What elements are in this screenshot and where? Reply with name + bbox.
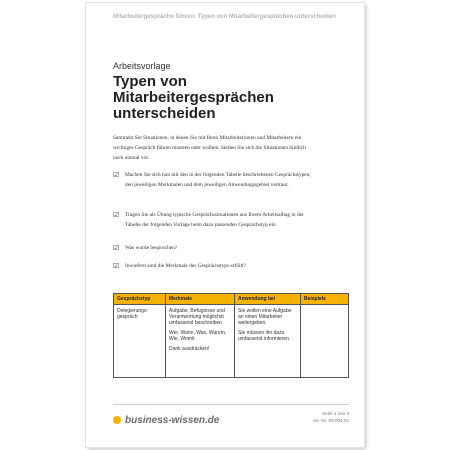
brand-logo <box>113 415 219 426</box>
cell-type: Delegierungs-gespräch <box>114 305 166 378</box>
column-header: Merkmale <box>166 294 235 305</box>
merkmal-text: Wer, Wann, Was, Warum, Wie, Womit <box>169 330 227 342</box>
merkmal-text: Dank ausdrücken! <box>169 346 210 352</box>
article-number: Art.-Nr. 09.004.01 <box>312 418 349 423</box>
task-text: Tragen Sie als Übung typische Gesprächssituationen aus Ihrem Arbeitsalltag in die Tabelle der folgenden Vorlage beim dazu passenden Gesprächstyp ein. <box>125 212 304 228</box>
task-text: Machen Sie sich nun mit den in der folgenden Tabelle beschriebenen Gesprächstypen, den jeweiligen Merkmalen und dem jeweiligen Anwendungsgebiet vertraut. <box>125 172 311 188</box>
document-title: Typen von Mitarbeitergesprächen unterscheiden <box>113 73 274 122</box>
checkbox-icon: ☑ <box>113 211 120 219</box>
checkbox-icon: ☑ <box>113 244 120 252</box>
page-info <box>313 410 349 424</box>
gespraechstypen-table <box>113 293 349 378</box>
logo-dot-icon <box>113 416 121 424</box>
cell-merkmale <box>166 305 235 378</box>
table-row <box>114 305 349 378</box>
intro-paragraph: Sammeln Sie Situationen, in denen Sie mit Ihren Mitarbeiterinnen und Mitarbeitern ein wichtiges Gespräch führen mussten oder wollten. Stellen Sie sich die Situationen bildlich noch einmal vor. <box>113 135 306 161</box>
merkmal-text: Aufgabe, Befugnisse und Verantwortung möglichst umfassend beschreiben <box>169 308 225 326</box>
column-header: Beispiele <box>301 294 349 305</box>
table-header-row <box>114 294 349 305</box>
task-item <box>113 243 177 253</box>
anwendung-text: Sie müssen ihn dazu umfassend informieren. <box>238 330 291 342</box>
document-kicker: Arbeitsvorlage <box>113 61 171 71</box>
cell-anwendung <box>235 305 301 378</box>
page-number: Seite 1 von 3 <box>322 411 349 416</box>
task-item <box>113 170 313 190</box>
task-text: Was wurde besprochen? <box>125 245 178 251</box>
checkbox-icon: ☑ <box>113 171 120 179</box>
anwendung-text: Sie wollen eine Aufgabe an einen Mitarbeiter weitergeben. <box>238 308 292 326</box>
column-header: Gesprächstyp <box>114 294 166 305</box>
running-header: Mitarbeitergespräche führen: Typen von Mitarbeitergesprächen unterscheiden <box>113 14 336 20</box>
task-item <box>113 261 246 271</box>
checkbox-icon: ☑ <box>113 262 120 270</box>
column-header: Anwendung bei <box>235 294 301 305</box>
footer-divider <box>113 404 349 405</box>
cell-beispiele <box>301 305 349 378</box>
logo-text: business-wissen.de <box>125 415 220 426</box>
task-item <box>113 210 313 230</box>
task-text: Inwiefern sind die Merkmale des Gesprächstyps erfüllt? <box>125 263 246 269</box>
